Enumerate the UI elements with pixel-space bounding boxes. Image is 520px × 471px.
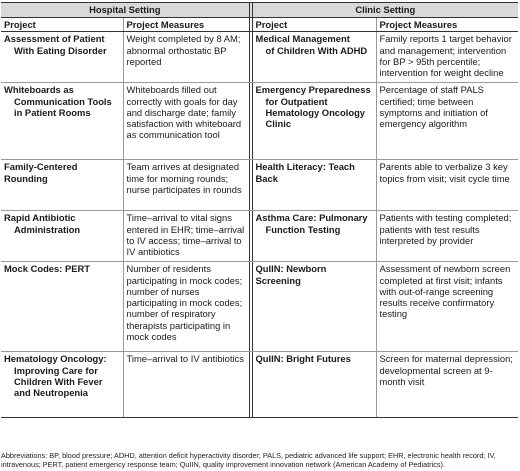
hospital-project-cell-line: Family-Centered Rounding [4, 161, 78, 184]
hospital-measures-cell: Time–arrival to IV antibiotics [123, 352, 249, 418]
clinic-project-cell-line: of Children With ADHD [265, 44, 368, 56]
clinic-project-cell-line: Function Testing [265, 223, 341, 235]
table-row [1, 211, 518, 262]
clinic-project-cell [252, 211, 376, 262]
hospital-project-cell-line: Children With Fever [14, 375, 103, 387]
clinic-measures-cell: Percentage of staff PALS certified; time between symptoms and initiation of emergency algorithm [376, 83, 518, 160]
clinic-project-cell [252, 352, 376, 418]
hospital-project-cell [1, 352, 123, 418]
clinic-project-cell-line: Hematology Oncology [265, 106, 366, 118]
hospital-setting-header: Hospital Setting [1, 3, 249, 18]
hospital-project-cell [1, 211, 123, 262]
hospital-project-cell [1, 160, 123, 211]
clinic-measures-header: Project Measures [376, 18, 518, 32]
clinic-project-cell [252, 83, 376, 160]
clinic-measures-cell: Parents able to verbalize 3 key topics from visit; visit cycle time [376, 160, 518, 211]
setting-header-row [1, 3, 518, 18]
hospital-measures-cell: Time–arrival to vital signs entered in EHR; time–arrival to IV access; time–arrival to IV antibiotics [123, 211, 249, 262]
table-row [1, 352, 518, 418]
hospital-project-cell-line: Mock Codes: PERT [4, 263, 90, 275]
clinic-measures-cell: Screen for maternal depression; developmental screen at 9-month visit [376, 352, 518, 418]
clinic-project-cell-line: Asthma Care: Pulmonary [255, 212, 368, 224]
table-row [1, 160, 518, 211]
hospital-project-cell [1, 83, 123, 160]
clinic-project-cell [252, 262, 376, 352]
hospital-project-cell [1, 32, 123, 83]
hospital-measures-cell: Whiteboards filled out correctly with goals for day and discharge date; family satisfaction with whiteboard as communication tool [123, 83, 249, 160]
projects-table-body [1, 32, 518, 418]
clinic-measures-cell: Family reports 1 target behavior and management; intervention for BP > 95th percentile; intervention for weight decline [376, 32, 518, 83]
table-row [1, 83, 518, 160]
hospital-project-cell-line: Administration [14, 223, 81, 235]
hospital-project-cell-line: Whiteboards as [4, 84, 74, 96]
hospital-measures-cell: Weight completed by 8 AM; abnormal orthostatic BP reported [123, 32, 249, 83]
clinic-project-cell-line: Medical Management [255, 33, 350, 45]
hospital-measures-header: Project Measures [123, 18, 249, 32]
hospital-project-cell-line: Improving Care for [14, 364, 98, 376]
clinic-measures-cell: Patients with testing completed; patients with test results interpreted by provider [376, 211, 518, 262]
hospital-project-cell-line: in Patient Rooms [14, 106, 91, 118]
clinic-setting-header: Clinic Setting [252, 3, 518, 18]
clinic-project-cell-line: Emergency Preparedness [255, 84, 371, 96]
hospital-project-header: Project [1, 18, 123, 32]
hospital-project-cell-line: and Neutropenia [14, 387, 88, 399]
clinic-project-cell-line: QuIIN: Newborn Screening [255, 263, 327, 286]
clinic-project-cell [252, 160, 376, 211]
hospital-project-cell-line: Rapid Antibiotic [4, 212, 76, 224]
clinic-project-header: Project [252, 18, 376, 32]
clinic-project-cell [252, 32, 376, 83]
clinic-project-cell-line: for Outpatient [265, 95, 328, 107]
clinic-project-cell-line: QuIIN: Bright Futures [255, 353, 351, 365]
hospital-project-cell [1, 262, 123, 352]
hospital-measures-cell: Number of residents participating in mock codes; number of nurses participating in mock codes; number of respiratory therapists participating in mock codes [123, 262, 249, 352]
clinic-measures-cell: Assessment of newborn screen completed at first visit; infants with out-of-range screening results receive confirmatory testing [376, 262, 518, 352]
column-header-row [1, 18, 518, 32]
hospital-project-cell-line: Assessment of Patient [4, 33, 105, 45]
hospital-project-cell-line: Communication Tools [14, 95, 112, 107]
hospital-project-cell-line: Hematology Oncology: [4, 353, 107, 365]
hospital-measures-cell: Team arrives at designated time for morning rounds; nurse participates in rounds [123, 160, 249, 211]
clinic-project-cell-line: Clinic [265, 118, 292, 130]
abbreviations-footnote: Abbreviations: BP, blood pressure; ADHD, attention deficit hyperactivity disorder; PALS, pediatric advanced life support; EHR, electronic health record; IV, intravenous; PERT, patient emergency response team; QuIIN, quality improvement innovation network (American Academy of Pediatrics). [1, 451, 496, 469]
clinic-project-cell-line: Health Literacy: Teach Back [255, 161, 355, 184]
hospital-project-cell-line: With Eating Disorder [14, 44, 107, 56]
table-row [1, 262, 518, 352]
projects-table [1, 2, 518, 418]
table-row [1, 32, 518, 83]
projects-table-container [1, 2, 518, 418]
